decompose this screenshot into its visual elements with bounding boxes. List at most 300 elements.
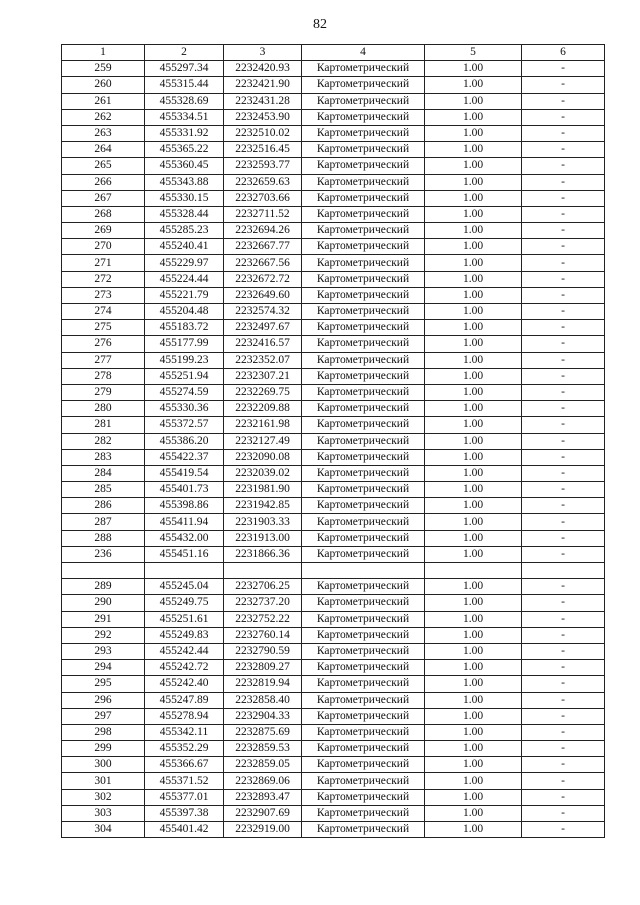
x-coordinate-cell: 455386.20 <box>145 433 224 449</box>
method-cell: Картометрический <box>302 255 425 271</box>
x-coordinate-cell: 455331.92 <box>145 125 224 141</box>
table-row <box>62 708 605 724</box>
point-number-cell: 236 <box>62 546 145 562</box>
table-row <box>62 368 605 384</box>
x-coordinate-cell: 455242.44 <box>145 643 224 659</box>
accuracy-cell: 1.00 <box>425 498 522 514</box>
method-cell: Картометрический <box>302 174 425 190</box>
column-header: 1 <box>62 45 145 61</box>
y-coordinate-cell: 2232161.98 <box>224 417 302 433</box>
note-cell: - <box>522 352 605 368</box>
note-cell: - <box>522 627 605 643</box>
point-number-cell: 285 <box>62 482 145 498</box>
column-header: 5 <box>425 45 522 61</box>
accuracy-cell: 1.00 <box>425 336 522 352</box>
method-cell: Картометрический <box>302 708 425 724</box>
x-coordinate-cell: 455330.15 <box>145 190 224 206</box>
point-number-cell: 292 <box>62 627 145 643</box>
method-cell: Картометрический <box>302 206 425 222</box>
x-coordinate-cell: 455401.42 <box>145 822 224 838</box>
table-row <box>62 417 605 433</box>
note-cell: - <box>522 384 605 400</box>
y-coordinate-cell: 2232869.06 <box>224 773 302 789</box>
accuracy-cell: 1.00 <box>425 822 522 838</box>
x-coordinate-cell: 455249.83 <box>145 627 224 643</box>
y-coordinate-cell: 2232706.25 <box>224 579 302 595</box>
method-cell: Картометрический <box>302 660 425 676</box>
note-cell: - <box>522 206 605 222</box>
page-number: 82 <box>313 17 327 32</box>
accuracy-cell: 1.00 <box>425 773 522 789</box>
x-coordinate-cell: 455224.44 <box>145 271 224 287</box>
accuracy-cell: 1.00 <box>425 142 522 158</box>
point-number-cell: 287 <box>62 514 145 530</box>
note-cell: - <box>522 304 605 320</box>
accuracy-cell: 1.00 <box>425 611 522 627</box>
method-cell: Картометрический <box>302 595 425 611</box>
point-number-cell: 282 <box>62 433 145 449</box>
y-coordinate-cell: 2232090.08 <box>224 449 302 465</box>
note-cell: - <box>522 287 605 303</box>
x-coordinate-cell: 455221.79 <box>145 287 224 303</box>
note-cell: - <box>522 789 605 805</box>
accuracy-cell: 1.00 <box>425 304 522 320</box>
column-header: 6 <box>522 45 605 61</box>
table-row <box>62 805 605 821</box>
point-number-cell: 267 <box>62 190 145 206</box>
table-row <box>62 190 605 206</box>
point-number-cell: 289 <box>62 579 145 595</box>
x-coordinate-cell: 455251.61 <box>145 611 224 627</box>
table-row <box>62 206 605 222</box>
accuracy-cell: 1.00 <box>425 514 522 530</box>
table-row <box>62 352 605 368</box>
x-coordinate-cell: 455334.51 <box>145 109 224 125</box>
table-row <box>62 142 605 158</box>
x-coordinate-cell: 455278.94 <box>145 708 224 724</box>
method-cell: Картометрический <box>302 449 425 465</box>
table-row <box>62 93 605 109</box>
x-coordinate-cell: 455366.67 <box>145 757 224 773</box>
point-number-cell: 296 <box>62 692 145 708</box>
table-row <box>62 563 605 579</box>
x-coordinate-cell: 455242.40 <box>145 676 224 692</box>
note-cell: - <box>522 611 605 627</box>
point-number-cell: 304 <box>62 822 145 838</box>
accuracy-cell: 1.00 <box>425 109 522 125</box>
point-number-cell: 301 <box>62 773 145 789</box>
y-coordinate-cell: 2232352.07 <box>224 352 302 368</box>
y-coordinate-cell: 2232421.90 <box>224 77 302 93</box>
table-row <box>62 255 605 271</box>
accuracy-cell <box>425 563 522 579</box>
y-coordinate-cell: 2232711.52 <box>224 206 302 222</box>
x-coordinate-cell: 455330.36 <box>145 401 224 417</box>
note-cell: - <box>522 579 605 595</box>
table-row <box>62 822 605 838</box>
x-coordinate-cell: 455240.41 <box>145 239 224 255</box>
point-number-cell: 277 <box>62 352 145 368</box>
method-cell: Картометрический <box>302 611 425 627</box>
method-cell: Картометрический <box>302 320 425 336</box>
accuracy-cell: 1.00 <box>425 352 522 368</box>
method-cell <box>302 563 425 579</box>
point-number-cell: 259 <box>62 61 145 77</box>
point-number-cell: 290 <box>62 595 145 611</box>
table-row <box>62 692 605 708</box>
method-cell: Картометрический <box>302 465 425 481</box>
table-row <box>62 789 605 805</box>
method-cell: Картометрический <box>302 643 425 659</box>
point-number-cell: 274 <box>62 304 145 320</box>
y-coordinate-cell: 2232416.57 <box>224 336 302 352</box>
method-cell: Картометрический <box>302 368 425 384</box>
note-cell: - <box>522 174 605 190</box>
point-number-cell: 286 <box>62 498 145 514</box>
method-cell: Картометрический <box>302 773 425 789</box>
point-number-cell: 266 <box>62 174 145 190</box>
x-coordinate-cell: 455397.38 <box>145 805 224 821</box>
x-coordinate-cell: 455245.04 <box>145 579 224 595</box>
table-row <box>62 433 605 449</box>
y-coordinate-cell: 2232819.94 <box>224 676 302 692</box>
x-coordinate-cell: 455352.29 <box>145 741 224 757</box>
x-coordinate-cell: 455411.94 <box>145 514 224 530</box>
coordinates-table <box>61 44 605 838</box>
table-body <box>62 45 605 838</box>
y-coordinate-cell: 2232209.88 <box>224 401 302 417</box>
note-cell: - <box>522 514 605 530</box>
note-cell: - <box>522 239 605 255</box>
note-cell: - <box>522 741 605 757</box>
y-coordinate-cell: 2232307.21 <box>224 368 302 384</box>
note-cell <box>522 563 605 579</box>
y-coordinate-cell: 2231942.85 <box>224 498 302 514</box>
y-coordinate-cell: 2232907.69 <box>224 805 302 821</box>
note-cell: - <box>522 61 605 77</box>
accuracy-cell: 1.00 <box>425 190 522 206</box>
y-coordinate-cell: 2232875.69 <box>224 724 302 740</box>
accuracy-cell: 1.00 <box>425 757 522 773</box>
y-coordinate-cell: 2232269.75 <box>224 384 302 400</box>
x-coordinate-cell: 455229.97 <box>145 255 224 271</box>
x-coordinate-cell <box>145 563 224 579</box>
y-coordinate-cell: 2232737.20 <box>224 595 302 611</box>
x-coordinate-cell: 455251.94 <box>145 368 224 384</box>
y-coordinate-cell: 2232574.32 <box>224 304 302 320</box>
table-row <box>62 757 605 773</box>
table-row <box>62 125 605 141</box>
y-coordinate-cell: 2231913.00 <box>224 530 302 546</box>
accuracy-cell: 1.00 <box>425 93 522 109</box>
point-number-cell: 302 <box>62 789 145 805</box>
accuracy-cell: 1.00 <box>425 708 522 724</box>
method-cell: Картометрический <box>302 546 425 562</box>
note-cell: - <box>522 498 605 514</box>
y-coordinate-cell: 2232497.67 <box>224 320 302 336</box>
column-header: 2 <box>145 45 224 61</box>
method-cell: Картометрический <box>302 77 425 93</box>
method-cell: Картометрический <box>302 336 425 352</box>
table-row <box>62 77 605 93</box>
table-row <box>62 223 605 239</box>
method-cell: Картометрический <box>302 433 425 449</box>
table-row <box>62 676 605 692</box>
y-coordinate-cell: 2232453.90 <box>224 109 302 125</box>
accuracy-cell: 1.00 <box>425 741 522 757</box>
accuracy-cell: 1.00 <box>425 449 522 465</box>
column-header: 3 <box>224 45 302 61</box>
point-number-cell: 298 <box>62 724 145 740</box>
point-number-cell: 263 <box>62 125 145 141</box>
point-number-cell: 262 <box>62 109 145 125</box>
y-coordinate-cell: 2232039.02 <box>224 465 302 481</box>
x-coordinate-cell: 455401.73 <box>145 482 224 498</box>
accuracy-cell: 1.00 <box>425 465 522 481</box>
table-row <box>62 611 605 627</box>
point-number-cell <box>62 563 145 579</box>
table-row <box>62 158 605 174</box>
accuracy-cell: 1.00 <box>425 223 522 239</box>
y-coordinate-cell: 2232858.40 <box>224 692 302 708</box>
note-cell: - <box>522 401 605 417</box>
accuracy-cell: 1.00 <box>425 627 522 643</box>
note-cell: - <box>522 676 605 692</box>
note-cell: - <box>522 417 605 433</box>
x-coordinate-cell: 455247.89 <box>145 692 224 708</box>
method-cell: Картометрический <box>302 724 425 740</box>
method-cell: Картометрический <box>302 514 425 530</box>
x-coordinate-cell: 455274.59 <box>145 384 224 400</box>
point-number-cell: 281 <box>62 417 145 433</box>
note-cell: - <box>522 158 605 174</box>
accuracy-cell: 1.00 <box>425 579 522 595</box>
table-row <box>62 498 605 514</box>
accuracy-cell: 1.00 <box>425 546 522 562</box>
table-row <box>62 514 605 530</box>
table-row <box>62 239 605 255</box>
note-cell: - <box>522 805 605 821</box>
point-number-cell: 279 <box>62 384 145 400</box>
point-number-cell: 278 <box>62 368 145 384</box>
method-cell: Картометрический <box>302 579 425 595</box>
method-cell: Картометрический <box>302 109 425 125</box>
point-number-cell: 280 <box>62 401 145 417</box>
table-row <box>62 546 605 562</box>
method-cell: Картометрический <box>302 287 425 303</box>
point-number-cell: 276 <box>62 336 145 352</box>
y-coordinate-cell: 2232859.05 <box>224 757 302 773</box>
note-cell: - <box>522 643 605 659</box>
y-coordinate-cell: 2232516.45 <box>224 142 302 158</box>
note-cell: - <box>522 142 605 158</box>
y-coordinate-cell: 2232809.27 <box>224 660 302 676</box>
accuracy-cell: 1.00 <box>425 77 522 93</box>
y-coordinate-cell: 2232510.02 <box>224 125 302 141</box>
table-row <box>62 384 605 400</box>
method-cell: Картометрический <box>302 223 425 239</box>
x-coordinate-cell: 455249.75 <box>145 595 224 611</box>
y-coordinate-cell: 2232859.53 <box>224 741 302 757</box>
y-coordinate-cell: 2232694.26 <box>224 223 302 239</box>
x-coordinate-cell: 455285.23 <box>145 223 224 239</box>
accuracy-cell: 1.00 <box>425 724 522 740</box>
table-row <box>62 336 605 352</box>
table-row <box>62 643 605 659</box>
table-row <box>62 482 605 498</box>
accuracy-cell: 1.00 <box>425 401 522 417</box>
table-header-row <box>62 45 605 61</box>
accuracy-cell: 1.00 <box>425 676 522 692</box>
point-number-cell: 261 <box>62 93 145 109</box>
note-cell: - <box>522 433 605 449</box>
accuracy-cell: 1.00 <box>425 417 522 433</box>
x-coordinate-cell: 455371.52 <box>145 773 224 789</box>
x-coordinate-cell: 455297.34 <box>145 61 224 77</box>
note-cell: - <box>522 708 605 724</box>
method-cell: Картометрический <box>302 401 425 417</box>
accuracy-cell: 1.00 <box>425 805 522 821</box>
note-cell: - <box>522 822 605 838</box>
point-number-cell: 303 <box>62 805 145 821</box>
x-coordinate-cell: 455242.72 <box>145 660 224 676</box>
x-coordinate-cell: 455451.16 <box>145 546 224 562</box>
note-cell: - <box>522 368 605 384</box>
accuracy-cell: 1.00 <box>425 239 522 255</box>
point-number-cell: 288 <box>62 530 145 546</box>
method-cell: Картометрический <box>302 676 425 692</box>
method-cell: Картометрический <box>302 125 425 141</box>
y-coordinate-cell: 2232667.77 <box>224 239 302 255</box>
method-cell: Картометрический <box>302 498 425 514</box>
method-cell: Картометрический <box>302 627 425 643</box>
x-coordinate-cell: 455342.11 <box>145 724 224 740</box>
x-coordinate-cell: 455199.23 <box>145 352 224 368</box>
note-cell: - <box>522 255 605 271</box>
table-row <box>62 401 605 417</box>
accuracy-cell: 1.00 <box>425 320 522 336</box>
table-row <box>62 109 605 125</box>
x-coordinate-cell: 455432.00 <box>145 530 224 546</box>
column-header: 4 <box>302 45 425 61</box>
table-row <box>62 579 605 595</box>
y-coordinate-cell: 2231866.36 <box>224 546 302 562</box>
table-row <box>62 320 605 336</box>
point-number-cell: 269 <box>62 223 145 239</box>
y-coordinate-cell: 2232893.47 <box>224 789 302 805</box>
table-row <box>62 465 605 481</box>
note-cell: - <box>522 77 605 93</box>
accuracy-cell: 1.00 <box>425 368 522 384</box>
x-coordinate-cell: 455422.37 <box>145 449 224 465</box>
point-number-cell: 272 <box>62 271 145 287</box>
table-row <box>62 61 605 77</box>
method-cell: Картометрический <box>302 757 425 773</box>
accuracy-cell: 1.00 <box>425 530 522 546</box>
accuracy-cell: 1.00 <box>425 643 522 659</box>
x-coordinate-cell: 455372.57 <box>145 417 224 433</box>
note-cell: - <box>522 530 605 546</box>
table-row <box>62 595 605 611</box>
note-cell: - <box>522 223 605 239</box>
table-row <box>62 174 605 190</box>
method-cell: Картометрический <box>302 352 425 368</box>
method-cell: Картометрический <box>302 142 425 158</box>
note-cell: - <box>522 773 605 789</box>
point-number-cell: 300 <box>62 757 145 773</box>
note-cell: - <box>522 660 605 676</box>
x-coordinate-cell: 455315.44 <box>145 77 224 93</box>
point-number-cell: 297 <box>62 708 145 724</box>
note-cell: - <box>522 465 605 481</box>
y-coordinate-cell: 2232919.00 <box>224 822 302 838</box>
x-coordinate-cell: 455177.99 <box>145 336 224 352</box>
note-cell: - <box>522 595 605 611</box>
note-cell: - <box>522 93 605 109</box>
note-cell: - <box>522 449 605 465</box>
x-coordinate-cell: 455183.72 <box>145 320 224 336</box>
method-cell: Картометрический <box>302 417 425 433</box>
table-row <box>62 627 605 643</box>
y-coordinate-cell: 2231903.33 <box>224 514 302 530</box>
table-row <box>62 530 605 546</box>
y-coordinate-cell: 2232790.59 <box>224 643 302 659</box>
table-row <box>62 724 605 740</box>
note-cell: - <box>522 546 605 562</box>
x-coordinate-cell: 455343.88 <box>145 174 224 190</box>
point-number-cell: 268 <box>62 206 145 222</box>
point-number-cell: 271 <box>62 255 145 271</box>
note-cell: - <box>522 320 605 336</box>
y-coordinate-cell: 2232431.28 <box>224 93 302 109</box>
method-cell: Картометрический <box>302 530 425 546</box>
note-cell: - <box>522 724 605 740</box>
accuracy-cell: 1.00 <box>425 595 522 611</box>
point-number-cell: 293 <box>62 643 145 659</box>
x-coordinate-cell: 455419.54 <box>145 465 224 481</box>
note-cell: - <box>522 109 605 125</box>
table-row <box>62 271 605 287</box>
y-coordinate-cell: 2232752.22 <box>224 611 302 627</box>
point-number-cell: 295 <box>62 676 145 692</box>
method-cell: Картометрический <box>302 789 425 805</box>
accuracy-cell: 1.00 <box>425 482 522 498</box>
point-number-cell: 283 <box>62 449 145 465</box>
method-cell: Картометрический <box>302 822 425 838</box>
note-cell: - <box>522 125 605 141</box>
point-number-cell: 299 <box>62 741 145 757</box>
accuracy-cell: 1.00 <box>425 206 522 222</box>
y-coordinate-cell: 2232659.63 <box>224 174 302 190</box>
table-row <box>62 287 605 303</box>
method-cell: Картометрический <box>302 239 425 255</box>
accuracy-cell: 1.00 <box>425 271 522 287</box>
point-number-cell: 284 <box>62 465 145 481</box>
y-coordinate-cell: 2232904.33 <box>224 708 302 724</box>
y-coordinate-cell: 2232703.66 <box>224 190 302 206</box>
x-coordinate-cell: 455328.44 <box>145 206 224 222</box>
y-coordinate-cell: 2232420.93 <box>224 61 302 77</box>
accuracy-cell: 1.00 <box>425 692 522 708</box>
point-number-cell: 265 <box>62 158 145 174</box>
y-coordinate-cell <box>224 563 302 579</box>
x-coordinate-cell: 455360.45 <box>145 158 224 174</box>
accuracy-cell: 1.00 <box>425 384 522 400</box>
accuracy-cell: 1.00 <box>425 255 522 271</box>
accuracy-cell: 1.00 <box>425 158 522 174</box>
accuracy-cell: 1.00 <box>425 660 522 676</box>
accuracy-cell: 1.00 <box>425 287 522 303</box>
